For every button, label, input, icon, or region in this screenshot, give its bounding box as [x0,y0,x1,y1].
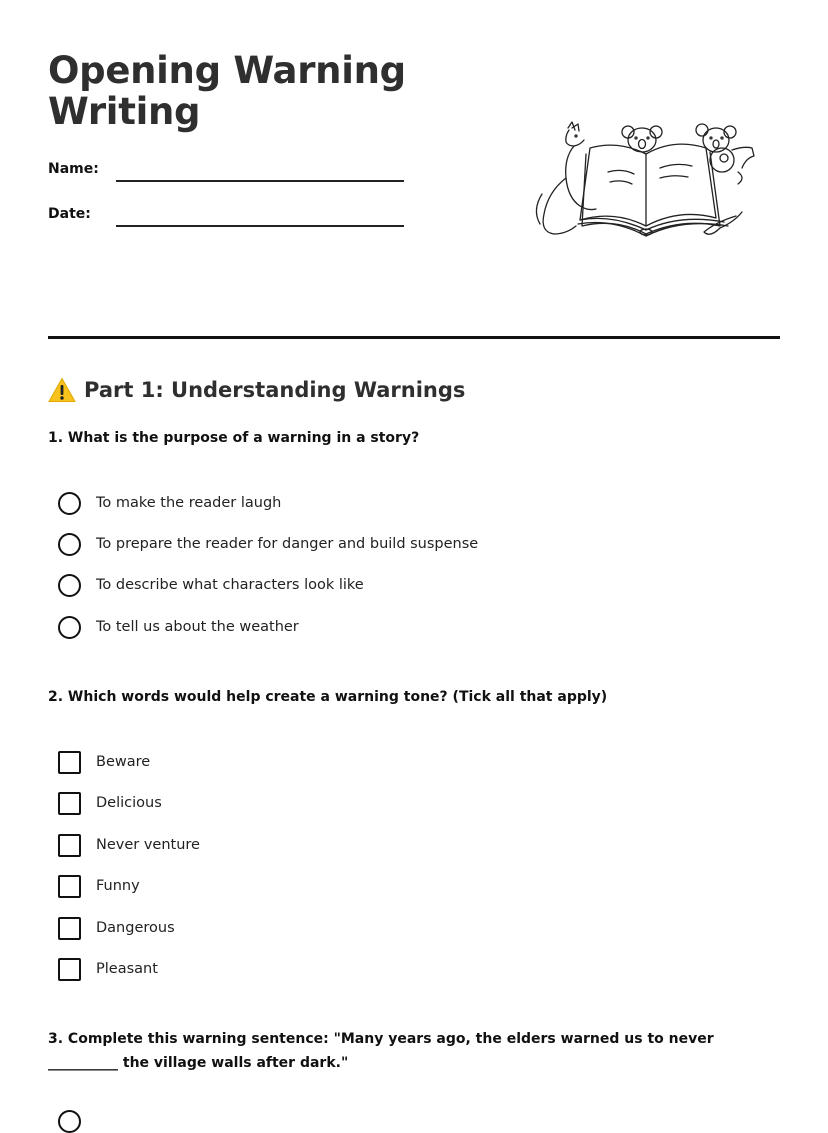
option-label: Beware [96,754,151,770]
q1-option-4[interactable] [58,614,299,640]
option-label: Dangerous [96,920,175,936]
option-label: Delicious [96,795,162,811]
radio-button[interactable] [58,574,81,597]
question-3: 3. Complete this warning sentence: "Many years ago, the elders warned us to never __________ the village walls after dark." [48,1031,714,1071]
radio-button[interactable] [58,492,81,515]
radio-button[interactable] [58,533,81,556]
date-label: Date: [48,206,91,222]
option-label: To describe what characters look like [96,577,364,593]
q2-option-3[interactable] [58,832,200,858]
checkbox[interactable] [58,958,81,981]
date-write-line[interactable] [116,225,404,227]
worksheet-title: Opening Warning Writing [48,49,406,133]
question-1: 1. What is the purpose of a warning in a story? [48,430,420,446]
q2-option-2[interactable] [58,790,162,816]
q1-option-1[interactable] [58,490,281,516]
checkbox[interactable] [58,751,81,774]
question-2: 2. Which words would help create a warning tone? (Tick all that apply) [48,689,608,705]
part1-heading [48,374,465,406]
name-label: Name: [48,161,99,177]
option-label: Never venture [96,837,200,853]
q1-option-3[interactable] [58,572,364,598]
radio-button[interactable] [58,616,81,639]
radio-button[interactable] [58,1110,81,1133]
kangaroo-koalas-book-illustration [524,120,764,250]
option-label: Pleasant [96,961,158,977]
section-divider [48,336,780,339]
name-write-line[interactable] [116,180,404,182]
q1-option-2[interactable] [58,531,478,557]
q2-option-1[interactable] [58,749,150,775]
q2-option-4[interactable] [58,873,140,899]
checkbox[interactable] [58,834,81,857]
date-field-row [48,205,408,235]
option-label: Funny [96,878,140,894]
warning-icon [48,377,76,403]
option-label: To prepare the reader for danger and build suspense [96,536,479,552]
option-label: To make the reader laugh [96,495,282,511]
option-label: To tell us about the weather [96,619,299,635]
checkbox[interactable] [58,875,81,898]
name-field-row [48,160,408,190]
checkbox[interactable] [58,917,81,940]
q2-option-6[interactable] [58,956,158,982]
q2-option-5[interactable] [58,915,175,941]
part1-title: Part 1: Understanding Warnings [84,378,466,402]
checkbox[interactable] [58,792,81,815]
